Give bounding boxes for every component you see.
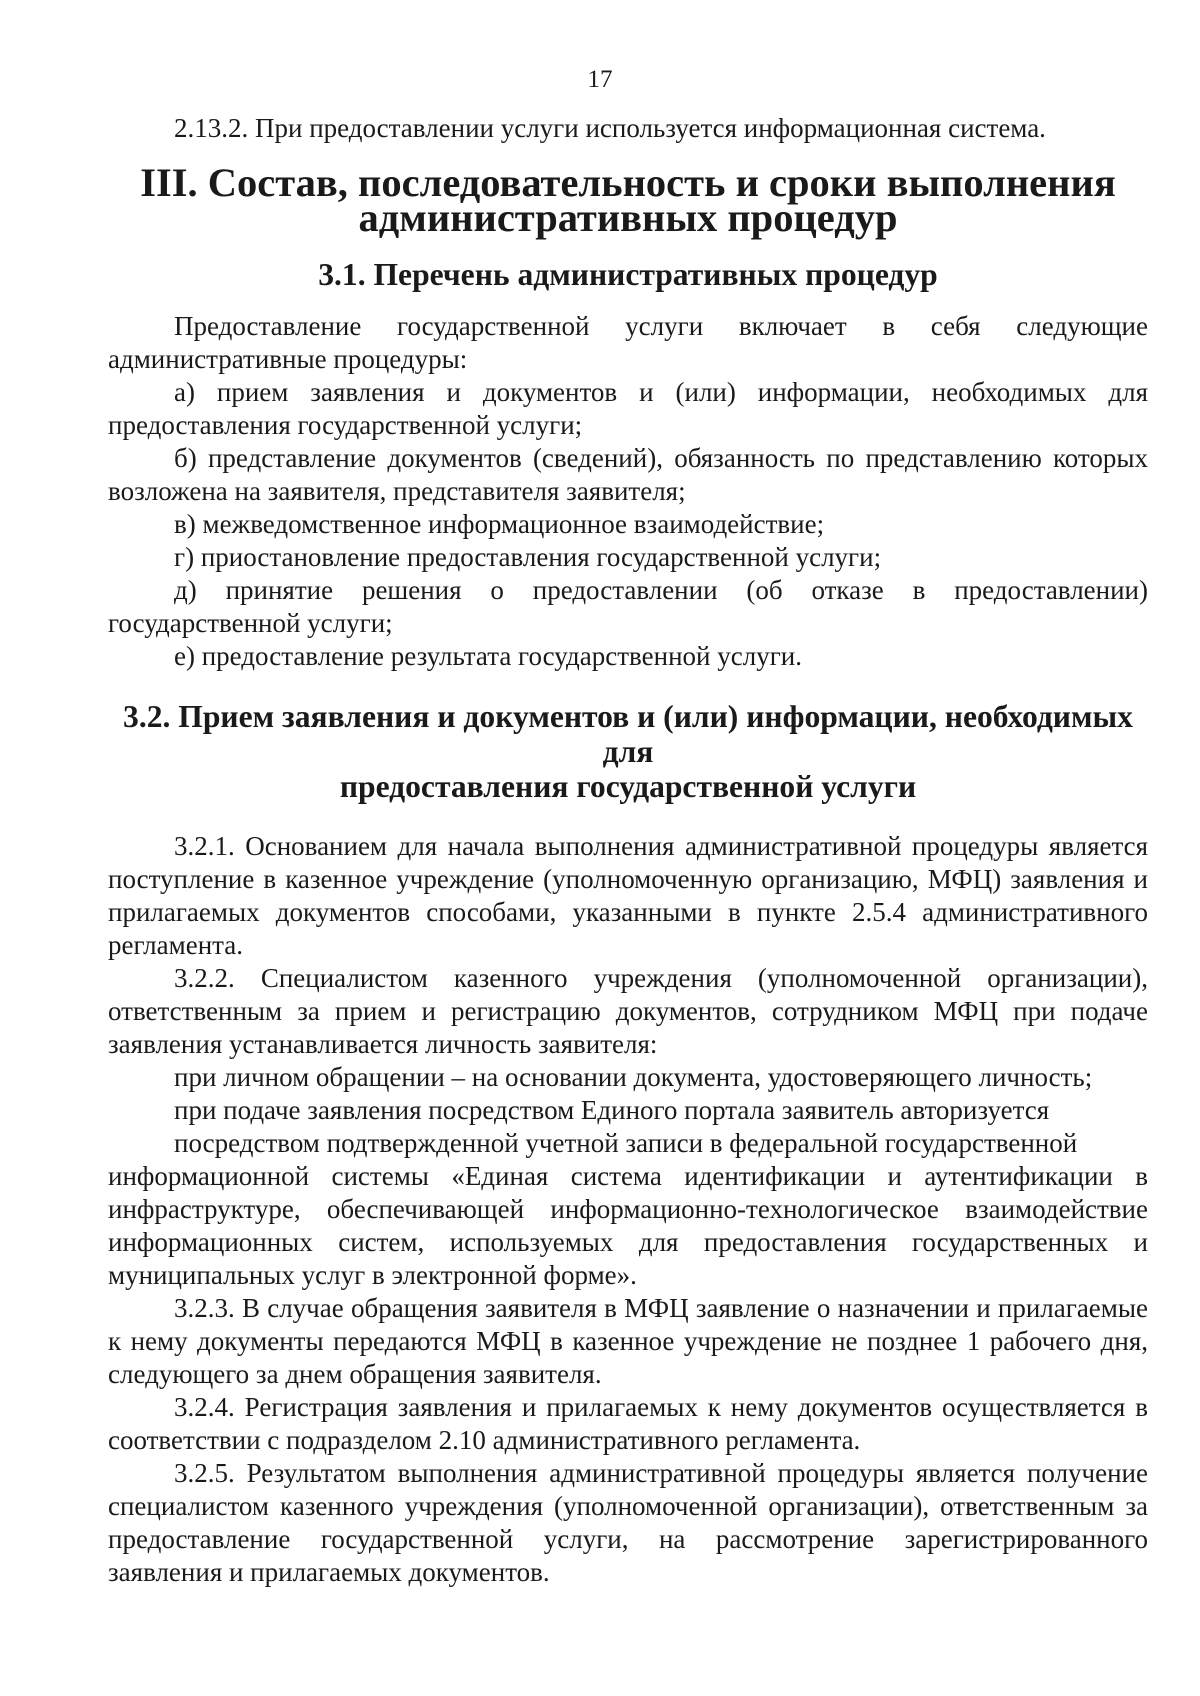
procedure-item-a: а) прием заявления и документов и (или) информации, необходимых для предоставления государственной услуги; [108,377,1148,440]
paragraph-3-2-2-account: посредством подтвержденной учетной записи в федеральной государственной [174,1128,1078,1158]
procedure-item-d: д) принятие решения о предоставлении (об отказе в предоставлении) государственной услуги; [108,575,1148,638]
procedure-item-v: в) межведомственное информационное взаимодействие; [174,509,825,539]
section-3-heading-line1: III. Состав, последовательность и сроки выполнения [140,160,1116,205]
subsection-3-1-heading: 3.1. Перечень административных процедур [318,257,938,292]
paragraph-3-2-3: 3.2.3. В случае обращения заявителя в МФЦ заявление о назначении и прилагаемые к нему документы передаются МФЦ в казенное учреждение не позднее 1 рабочего дня, следующего за днем обращения заявителя. [108,1293,1148,1389]
subsection-3-1-body [108,310,1148,673]
procedure-item-b: б) представление документов (сведений), обязанность по представлению которых возложена на заявителя, представителя заявителя; [108,443,1148,506]
section-3-heading-line2: административных процедур [358,195,898,240]
subsection-3-2-heading-line2: предоставления государственной услуги [339,769,917,804]
paragraph-3-2-2-personal: при личном обращении – на основании документа, удостоверяющего личность; [174,1062,1093,1092]
intro-paragraph: 2.13.2. При предоставлении услуги используется информационная система. [174,113,1046,143]
procedure-item-g: г) приостановление предоставления государственной услуги; [174,542,882,572]
paragraph-3-2-2-portal: при подаче заявления посредством Единого портала заявитель авторизуется [174,1095,1050,1125]
subsection-3-2-heading-line1: 3.2. Прием заявления и документов и (или) информации, необходимых для [123,699,1133,769]
section-3-heading [108,160,1148,240]
paragraph-3-2-2-system: информационной системы «Единая система идентификации и аутентификации в инфраструктуре, обеспечивающей информационно-технологическое взаимодействие информационных систем, используемых для предоставления государственных и муниципальных услуг в электронной форме». [108,1161,1148,1290]
subsection-3-2-body [108,830,1148,1589]
paragraph-3-2-4: 3.2.4. Регистрация заявления и прилагаемых к нему документов осуществляется в соответствии с подразделом 2.10 административного регламента. [108,1392,1148,1455]
subsection-3-2-heading [108,699,1148,804]
procedure-item-e: е) предоставление результата государственной услуги. [174,641,802,671]
paragraph-3-2-5: 3.2.5. Результатом выполнения административной процедуры является получение специалистом казенного учреждения (уполномоченной организации), ответственным за предоставление государственной услуги, на рассмотрение зарегистрированного заявления и прилагаемых документов. [108,1458,1148,1587]
procedures-lead: Предоставление государственной услуги включает в себя следующие административные процедуры: [108,311,1148,374]
page-content [108,112,1148,1589]
paragraph-3-2-1: 3.2.1. Основанием для начала выполнения административной процедуры является поступление в казенное учреждение (уполномоченную организацию, МФЦ) заявления и прилагаемых документов способами, указанными в пункте 2.5.4 административного регламента. [108,831,1148,960]
paragraph-3-2-2: 3.2.2. Специалистом казенного учреждения (уполномоченной организации), ответственным за прием и регистрацию документов, сотрудником МФЦ при подаче заявления устанавливается личность заявителя: [108,963,1148,1059]
page-number: 17 [587,66,613,93]
